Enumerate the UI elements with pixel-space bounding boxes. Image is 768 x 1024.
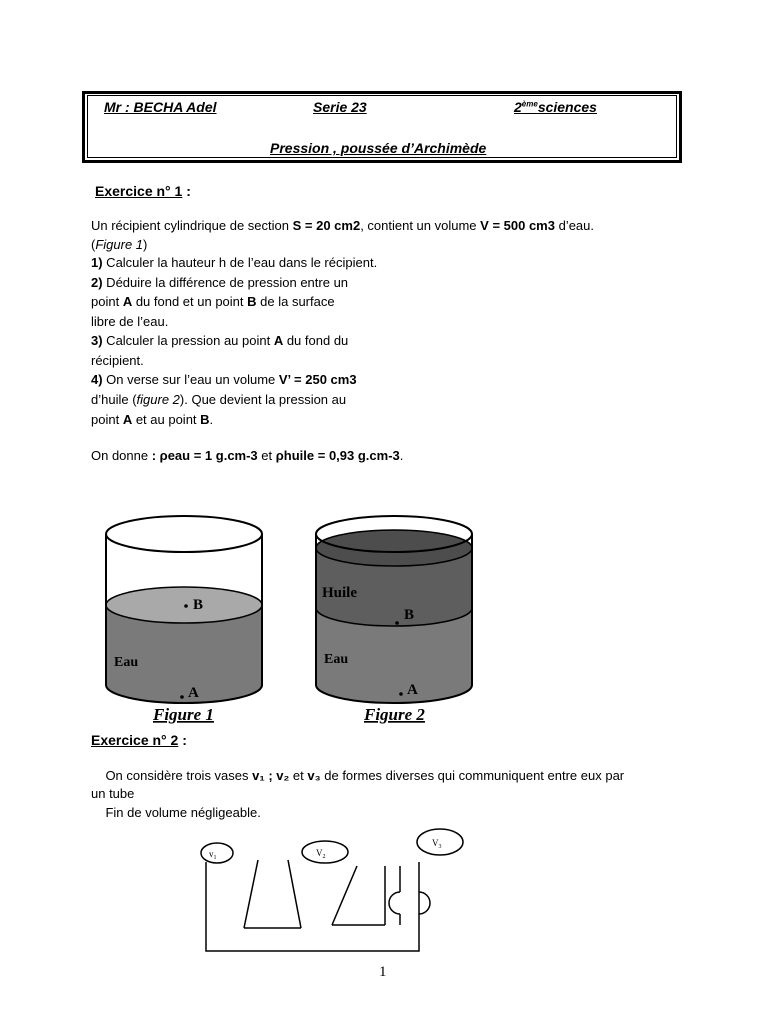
ex1-statement-part: d’eau. xyxy=(554,218,595,233)
figure-1 xyxy=(106,516,262,724)
point-a-label: A xyxy=(273,333,284,348)
vase-1-tag-label: $v_1$ xyxy=(209,849,217,861)
oil-volume-value: V’ = 250 cm3 xyxy=(278,372,357,387)
question-2-line3: libre de l’eau. xyxy=(91,314,169,329)
section-value: S = 20 cm2 xyxy=(292,218,361,233)
class-level-number: 2 xyxy=(514,99,522,115)
ex1-statement-part: Un récipient cylindrique de section xyxy=(91,218,293,233)
question-text: de la surface xyxy=(256,294,335,309)
ex2-text: de formes diverses qui communiquent entre eux par xyxy=(320,768,625,783)
page-number: 1 xyxy=(379,964,387,980)
question-number: 3) xyxy=(91,333,103,348)
series-label: Serie 23 xyxy=(313,99,367,115)
question-4 xyxy=(91,370,357,390)
connecting-tube xyxy=(206,862,419,951)
question-4-line3 xyxy=(91,410,213,430)
containers-figure xyxy=(0,500,768,730)
point-b-label: B xyxy=(200,412,210,427)
question-text: du fond du xyxy=(283,333,349,348)
exercise-2-heading xyxy=(91,732,187,750)
figure-ref: figure 2 xyxy=(136,392,180,407)
oil-label: Huile xyxy=(322,585,358,601)
vase-1-wall xyxy=(244,860,258,928)
question-text: point xyxy=(91,294,123,309)
question-text: d’huile ( xyxy=(91,392,137,407)
vase-3-tag xyxy=(417,829,463,855)
point-b-dot xyxy=(395,621,399,625)
vase-3-tag-label: $V_3$ xyxy=(432,838,442,850)
question-text: et au point xyxy=(132,412,201,427)
figure-ref: Figure 1 xyxy=(95,237,144,252)
point-b-dot xyxy=(184,604,188,608)
volume-value: V = 500 cm3 xyxy=(480,218,555,233)
question-4-line2 xyxy=(91,390,346,410)
figure-ref-close: ) xyxy=(143,237,148,252)
ex2-statement-line1 xyxy=(91,766,624,786)
water-density: : ρeau = 1 g.cm-3 xyxy=(151,448,258,463)
figure-2 xyxy=(316,516,472,724)
class-level-exponent: ème xyxy=(521,99,538,109)
given-text: On donne xyxy=(91,448,152,463)
ex2-statement-line2: un tube xyxy=(91,786,135,801)
class-level xyxy=(514,99,597,115)
class-level-name: sciences xyxy=(537,99,597,115)
exercise-2-title: Exercice n° 2 xyxy=(91,732,179,748)
figure-ref-open: ( xyxy=(91,237,96,252)
question-text: Déduire la différence de pression entre un xyxy=(102,275,349,290)
question-3-line2: récipient. xyxy=(91,353,144,368)
vase-2-label: v₂ xyxy=(276,768,290,783)
question-number: 2) xyxy=(91,275,103,290)
vase-3-bulge xyxy=(389,892,400,914)
container-rim xyxy=(106,516,262,552)
vase-1-wall xyxy=(288,860,301,928)
question-text: Calculer la hauteur h de l’eau dans le récipient. xyxy=(102,255,378,270)
question-number: 4) xyxy=(91,372,103,387)
exercise-1-heading xyxy=(95,183,191,201)
question-text: ). Que devient la pression au xyxy=(179,392,347,407)
point-a-dot xyxy=(399,692,403,696)
question-1 xyxy=(91,253,377,273)
vase-1-label: v₁ xyxy=(252,768,265,783)
question-text: On verse sur l’eau un volume xyxy=(102,372,279,387)
point-a-label: A xyxy=(122,294,133,309)
exercise-1-title: Exercice n° 1 xyxy=(95,183,183,199)
ex1-statement-part: , contient un volume xyxy=(360,218,481,233)
given-text: et xyxy=(257,448,276,463)
given-text: . xyxy=(399,448,404,463)
given-data xyxy=(91,446,403,466)
ex1-statement-line2 xyxy=(91,235,147,255)
vase-2-wall xyxy=(332,866,357,925)
vase-3-label: v₃ xyxy=(307,768,321,783)
point-b-label: B xyxy=(247,294,257,309)
figure-1-caption: Figure 1 xyxy=(153,705,214,724)
water-label: Eau xyxy=(114,655,139,670)
vase-1-tag xyxy=(201,843,233,863)
separator: et xyxy=(289,768,308,783)
question-2-line2 xyxy=(91,292,335,312)
subject-title: Pression , poussée d’Archimède xyxy=(270,140,487,156)
question-2 xyxy=(91,273,348,293)
point-a-label: A xyxy=(407,682,418,698)
oil-surface xyxy=(316,530,472,566)
communicating-vessels-diagram xyxy=(0,820,768,970)
ex2-statement-line3: Fin de volume négligeable. xyxy=(91,805,261,820)
teacher-name: Mr : BECHA Adel xyxy=(104,99,217,115)
exercise-1-colon: : xyxy=(182,183,191,199)
point-a-dot xyxy=(180,695,184,699)
question-text: point xyxy=(91,412,123,427)
separator: ; xyxy=(264,768,277,783)
ex2-text: On considère trois vases xyxy=(91,768,253,783)
point-a-label: A xyxy=(122,412,133,427)
water-label: Eau xyxy=(324,652,349,667)
question-text: Calculer la pression au point xyxy=(102,333,274,348)
point-a-label: A xyxy=(188,685,199,701)
water-surface xyxy=(106,587,262,623)
ex1-statement-line1 xyxy=(91,216,594,236)
exercise-2-colon: : xyxy=(178,732,187,748)
vase-3-bulge xyxy=(419,892,430,914)
oil-density: ρhuile = 0,93 g.cm-3 xyxy=(275,448,400,463)
point-b-label: B xyxy=(404,607,415,623)
question-text: . xyxy=(209,412,214,427)
question-text: du fond et un point xyxy=(132,294,248,309)
figure-2-caption: Figure 2 xyxy=(364,705,425,724)
question-number: 1) xyxy=(91,255,103,270)
question-3 xyxy=(91,331,348,351)
point-b-label: B xyxy=(193,597,204,613)
vase-2-tag-label: $V_2$ xyxy=(316,848,326,860)
